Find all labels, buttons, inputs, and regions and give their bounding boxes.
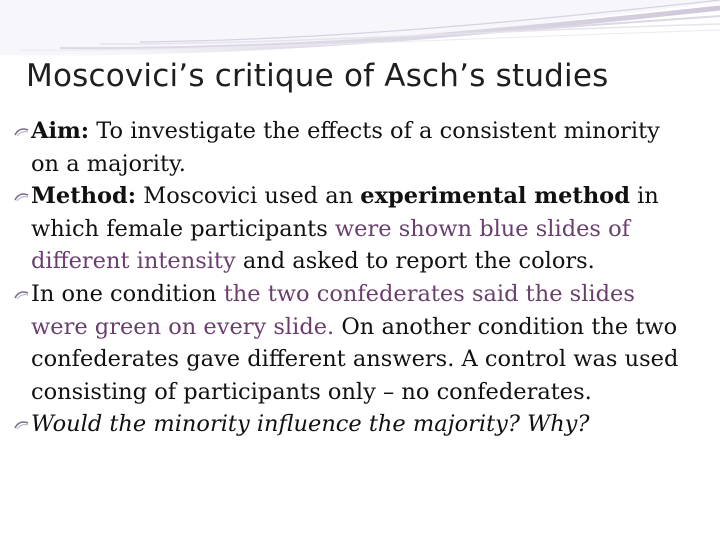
swoosh-bullet-icon: [14, 291, 29, 300]
swoosh-bullet-icon: [14, 421, 29, 430]
method-text-a: Moscovici used an: [143, 183, 354, 210]
bullet-method: [14, 180, 690, 278]
method-text-b: in which female participants: [31, 183, 659, 242]
swoosh-bullet-icon: [14, 128, 29, 137]
question-text: Would the minority influence the majority? Why?: [31, 411, 590, 438]
conditions-text-b: the two confederates said the slides were green on every slide.: [31, 280, 635, 340]
conditions-text-c: On another condition the two confederates gave different answers. A control was used consisting of participants only – no confederates.: [31, 313, 679, 405]
swoosh-bullet-icon: [14, 193, 29, 202]
bullet-conditions: [14, 278, 690, 408]
method-emphasis: experimental method: [360, 183, 630, 210]
slide-title: Moscovici’s critique of Asch’s studies: [26, 58, 609, 94]
bullet-aim: [14, 115, 690, 180]
bullet-list: [14, 115, 690, 441]
bullet-question: [14, 408, 690, 441]
method-text-d: and asked to report the colors.: [242, 248, 595, 275]
aim-text: To investigate the effects of a consistent minority on a majority.: [31, 118, 660, 177]
aim-label: Aim:: [31, 118, 90, 144]
method-label: Method:: [31, 183, 137, 210]
conditions-text-a: In one condition: [31, 280, 217, 307]
method-text-c: were shown blue slides of different intensity: [31, 215, 630, 275]
